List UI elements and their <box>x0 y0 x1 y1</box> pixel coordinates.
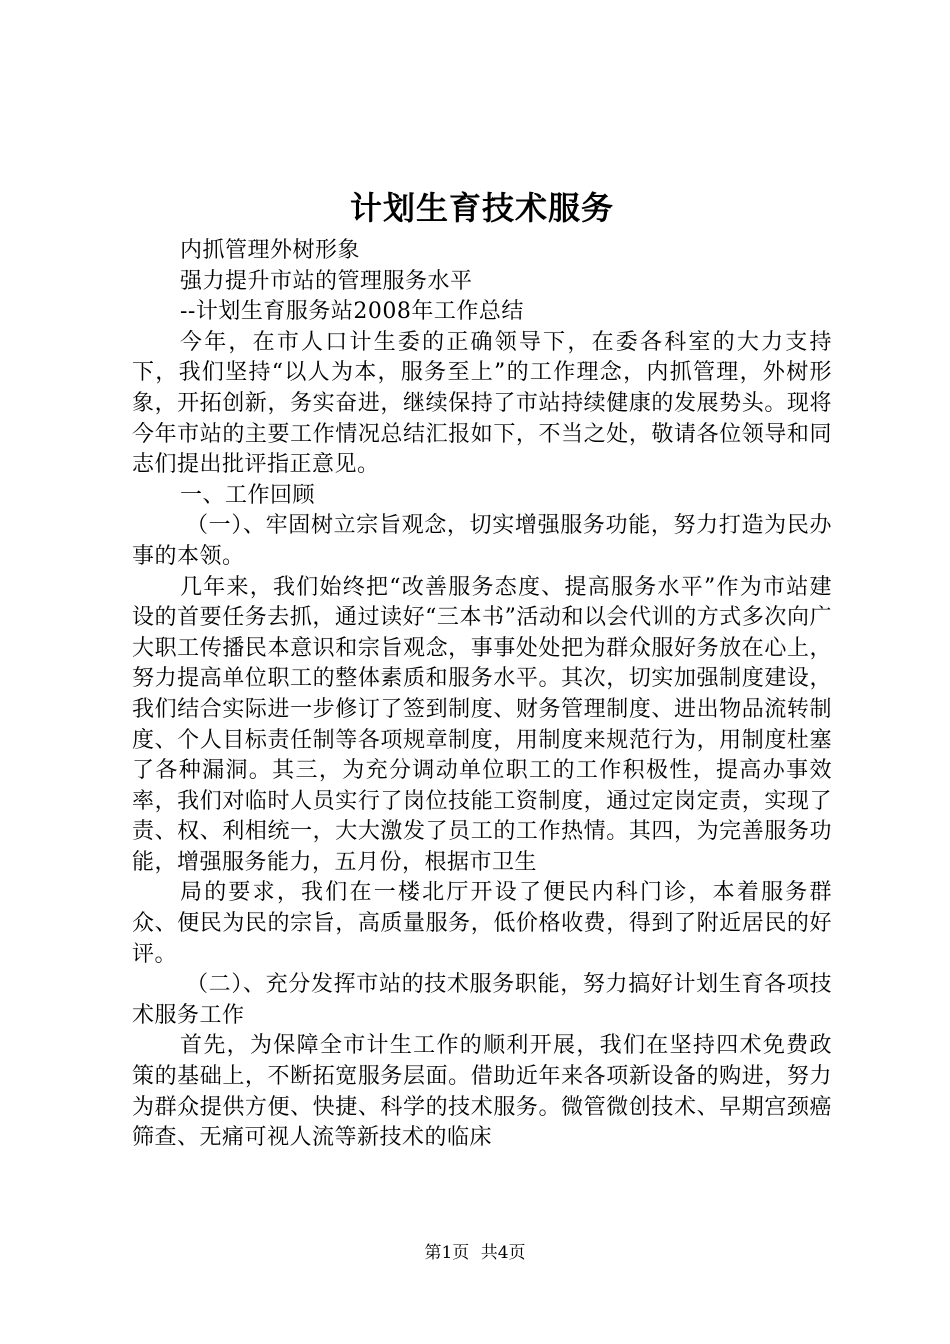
page-total: 共4页 <box>480 1243 526 1263</box>
subsection-heading-2: （二）、充分发挥市站的技术服务职能，努力搞好计划生育各项技术服务工作 <box>132 972 832 1028</box>
subtitle-line-1: 内抓管理外树形象 <box>180 238 361 263</box>
body-paragraph-1: 几年来，我们始终把“改善服务态度、提高服务水平”作为市站建设的首要任务去抓，通过读好“三本书”活动和以会代训的方式多次向广大职工传播民本意识和宗旨观念，事事处处把为群众服好务放在心上，努力提高单位职工的整体素质和服务水平。其次，切实加强制度建设，我们结合实际进一步修订了签到制度、财务管理制度、进出物品流转制度、个人目标责任制等各项规章制度，用制度来规范行为，用制度杜塞了各种漏洞。其三，为充分调动单位职工的工作积极性，提高办事效率，我们对临时人员实行了岗位技能工资制度，通过定岗定责，实现了责、权、利相统一，大大激发了员工的工作热情。其四，为完善服务功能，增强服务能力，五月份，根据市卫生 <box>132 574 832 875</box>
subsection-heading-1: （一）、牢固树立宗旨观念，切实增强服务功能，努力打造为民办事的本领。 <box>132 513 832 569</box>
document-title: 计划生育技术服务 <box>349 189 614 227</box>
body-paragraph-intro: 今年，在市人口计生委的正确领导下，在委各科室的大力支持下，我们坚持“以人为本，服务至上”的工作理念，内抓管理，外树形象，开拓创新，务实奋进，继续保持了市站持续健康的发展势头。现将今年市站的主要工作情况总结汇报如下，不当之处，敬请各位领导和同志们提出批评指正意见。 <box>132 329 832 478</box>
page-number: 第1页 <box>424 1243 470 1263</box>
page-footer <box>0 1242 950 1264</box>
subtitle-line-3: --计划生育服务站2008年工作总结 <box>180 299 524 325</box>
document-page <box>132 186 832 1154</box>
section-heading-review: 一、工作回顾 <box>180 482 316 508</box>
body-paragraph-3: 首先，为保障全市计生工作的顺利开展，我们在坚持四术免费政策的基础上，不断拓宽服务层面。借助近年来各项新设备的购进，努力为群众提供方便、快捷、科学的技术服务。微管微创技术、早期宫颈癌筛查、无痛可视人流等新技术的临床 <box>132 1033 832 1151</box>
subtitle-line-2: 强力提升市站的管理服务水平 <box>180 268 473 294</box>
body-paragraph-2: 局的要求，我们在一楼北厅开设了便民内科门诊，本着服务群众、便民为民的宗旨，高质量服务，低价格收费，得到了附近居民的好评。 <box>132 880 832 967</box>
